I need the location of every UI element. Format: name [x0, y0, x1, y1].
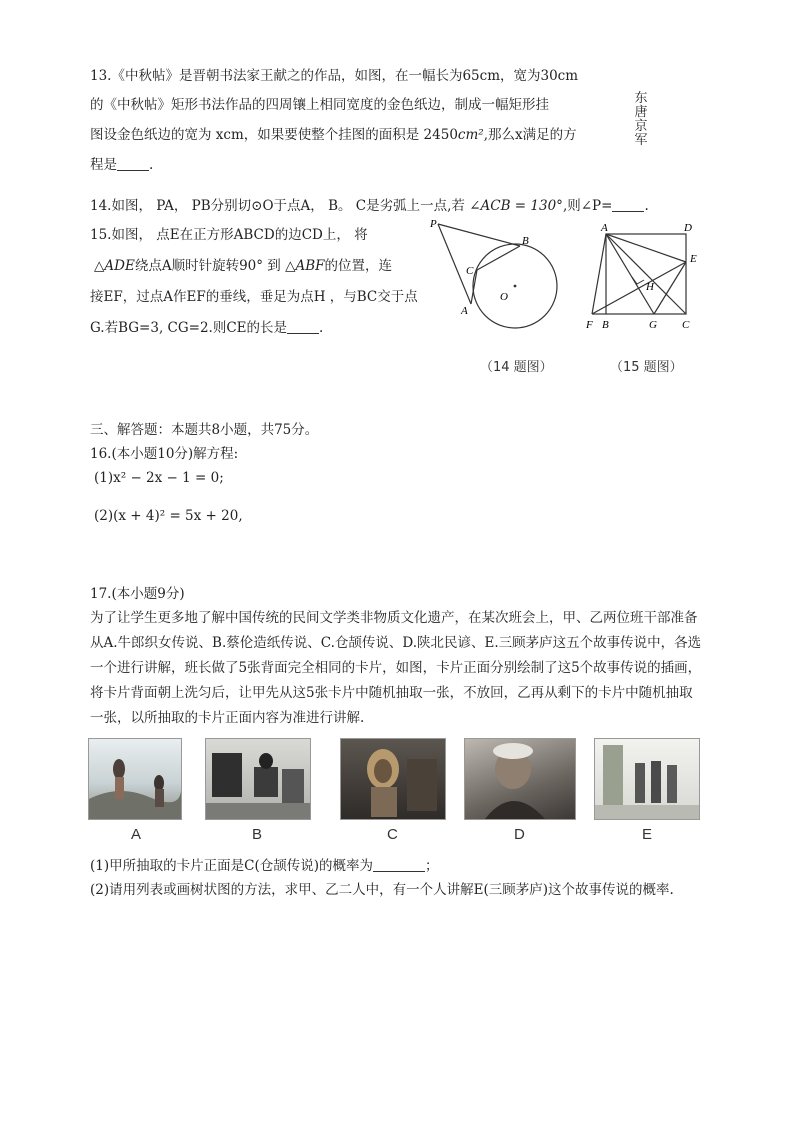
- figure-14-label-b: B: [522, 235, 529, 247]
- q14-text-2: ,则∠P=: [562, 198, 613, 214]
- q17-paragraph: 为了让学生更多地了解中国传统的民间文学类非物质文化遗产，在某次班会上，甲、乙两位班干部准备从A.牛郎织女传说、B.蔡伦造纸传说、C.仓颉传说、D.陕北民谚、E.三顾茅庐这五个故事传说中，各选一个进行讲解，班长做了5张背面完全相同的卡片，如图，卡片正面分别绘制了这5个故事传说的插画，将卡片背面朝上洗匀后，让甲先从这5张卡片中随机抽取一张，不放回，乙再从剩下的卡片中随机抽取一张，以所抽取的卡片正面内容为准进行讲解.: [90, 610, 702, 726]
- card-label-b: B: [252, 826, 263, 843]
- figure-15-ac: [606, 234, 686, 314]
- q17-answer-blank[interactable]: [373, 857, 425, 872]
- q17-sub-2: (2)请用列表或画树状图的方法，求甲、乙二人中，有一个人讲解E(三顾茅庐)这个故事传说的概率.: [90, 882, 674, 898]
- q13-answer-blank[interactable]: [117, 156, 149, 171]
- figure-15-label-a: A: [601, 222, 608, 234]
- q17-sub-1-end: ；: [425, 858, 439, 874]
- q15-line-4-end: .: [319, 320, 324, 336]
- figure-14-label-p: P: [430, 218, 437, 230]
- q16-equation-2: (2)(x + 4)² = 5x + 20,: [94, 508, 243, 524]
- q17-sub-1: [90, 856, 439, 876]
- figure-15: [584, 222, 704, 332]
- figure-14: [430, 218, 570, 338]
- figure-14-label-o: O: [500, 291, 508, 303]
- q14-answer-blank[interactable]: [612, 197, 644, 212]
- q15-line-2-mid: 绕点A顺时针旋转90° 到 △: [134, 258, 296, 274]
- q13-line-3-text: 图设金色纸边的宽为 xcm，如果要使整个挂图的面积是 2450: [90, 127, 458, 143]
- card-e-illustration: [594, 738, 700, 820]
- figure-14-tangent-pb: [438, 224, 520, 246]
- figure-14-center-dot: [514, 285, 517, 288]
- q13-area-unit: cm²: [457, 127, 484, 143]
- card-c-art: [341, 739, 445, 819]
- q14-text: 14.如图， PA， PB分别切⊙O于点A， B。 C是劣弧上一点,若: [90, 198, 470, 214]
- card-d-art: [465, 739, 575, 819]
- card-c-illustration: [340, 738, 446, 820]
- q13-line-4: [90, 155, 153, 175]
- card-a-illustration: [88, 738, 182, 820]
- figure-15-label-h: H: [646, 281, 654, 293]
- q15-line-1: 15.如图， 点E在正方形ABCD的边CD上， 将: [90, 227, 368, 243]
- q15-line-2-end: 的位置，连: [324, 258, 393, 274]
- figure-14-tangent-pa: [438, 224, 471, 304]
- card-b-art: [206, 739, 310, 819]
- q13-line-1: 13.《中秋帖》是晋朝书法家王献之的作品，如图，在一幅长为65cm，宽为30cm: [90, 68, 579, 84]
- q14-line: [90, 196, 649, 216]
- card-d-illustration: [464, 738, 576, 820]
- q15-triangle-symbol: △: [94, 258, 105, 274]
- q15-line-4-text: G.若BG=3, CG=2.则CE的长是: [90, 320, 288, 336]
- q13-line-4-end: .: [149, 157, 154, 173]
- q14-angle: ∠ACB = 130°: [469, 198, 563, 214]
- section-3-heading: 三、解答题：本题共8小题，共75分。: [90, 422, 319, 438]
- card-label-e: E: [642, 826, 653, 843]
- side-watermark-text: 东唐京军: [634, 91, 648, 148]
- q13-line-3: [90, 125, 577, 145]
- q15-line-3: 接EF，过点A作EF的垂线，垂足为点H ，与BC交于点: [90, 289, 418, 305]
- figure-15-ae: [606, 234, 686, 262]
- q17-title: 17.(本小题9分): [90, 586, 185, 602]
- figure-15-caption: （15 题图）: [610, 360, 683, 375]
- q13-line-4-text: 程是: [90, 157, 117, 173]
- figure-14-caption: （14 题图）: [480, 360, 553, 375]
- figure-15-label-c: C: [682, 319, 690, 331]
- card-label-d: D: [514, 826, 525, 843]
- card-a-art: [89, 739, 181, 819]
- figure-14-label-a: A: [461, 305, 468, 317]
- q15-line-2: [94, 256, 392, 276]
- q13-line-3-end: ,那么x满足的方: [483, 127, 577, 143]
- q16-title: 16.(本小题10分)解方程:: [90, 446, 239, 462]
- figure-15-label-f: F: [586, 319, 593, 331]
- card-e-art: [595, 739, 699, 819]
- card-label-a: A: [131, 826, 142, 843]
- figure-15-eg: [654, 262, 686, 314]
- q17-sub-1-text: (1)甲所抽取的卡片正面是C(仓颉传说)的概率为: [90, 858, 373, 874]
- figure-14-label-c: C: [466, 265, 474, 277]
- q16-equation-1: (1)x² − 2x − 1 = 0;: [94, 470, 224, 486]
- figure-15-label-d: D: [684, 222, 692, 234]
- q15-line-4: [90, 318, 323, 338]
- q15-triangle-abf: ABF: [295, 258, 325, 274]
- figure-15-af: [592, 234, 606, 314]
- q15-triangle-ade: ADE: [104, 258, 135, 274]
- q14-end: .: [644, 198, 649, 214]
- figure-15-label-b: B: [602, 319, 609, 331]
- figure-15-label-g: G: [649, 319, 657, 331]
- q13-line-2: 的《中秋帖》矩形书法作品的四周镶上相同宽度的金色纸边，制成一幅矩形挂: [90, 97, 549, 113]
- figure-15-label-e: E: [690, 253, 697, 265]
- card-b-illustration: [205, 738, 311, 820]
- card-label-c: C: [387, 826, 398, 843]
- q15-answer-blank[interactable]: [287, 319, 319, 334]
